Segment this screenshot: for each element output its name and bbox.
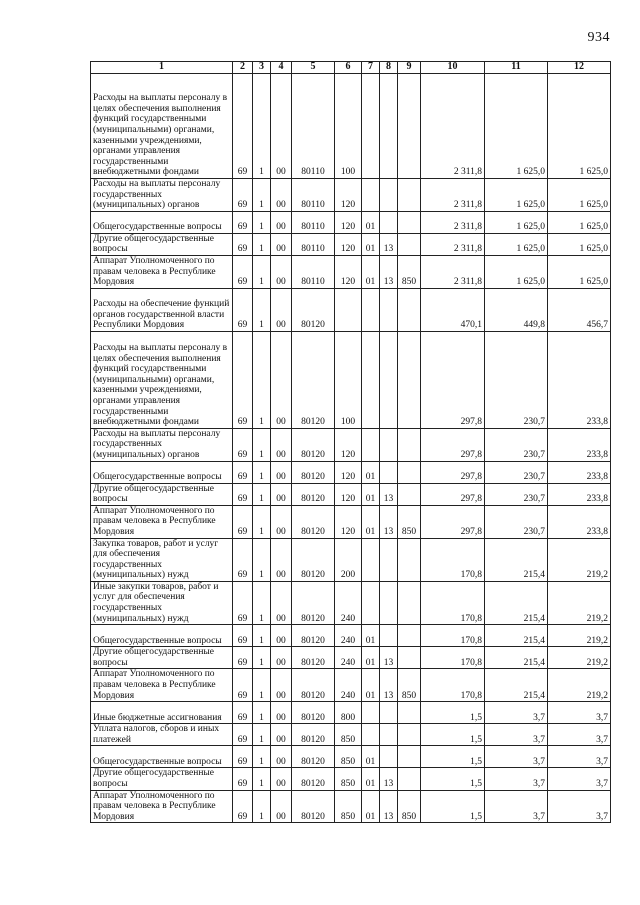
row-name-cell: Иные закупки товаров, работ и услуг для обеспечения государственных (муниципальных) нужд [91, 581, 233, 624]
amount-cell: 3,7 [548, 790, 611, 823]
amount-cell: 170,8 [421, 538, 485, 581]
department-code-cell [398, 538, 421, 581]
row-name-cell: Расходы на обеспечение функций органов государственной власти Республики Мордовия [91, 288, 233, 331]
column-header: 4 [271, 62, 292, 74]
row-name-cell: Расходы на выплаты персоналу в целях обеспечения выполнения функций государственными (муниципальными) органами, казенными учреждениями, органами управления государственными внебюджетными фондами [91, 331, 233, 428]
target-article-cell: 80120 [292, 331, 335, 428]
budget-table [90, 61, 611, 823]
table-row [91, 288, 611, 331]
department-code-cell [398, 233, 421, 255]
expense-type-cell: 850 [335, 746, 362, 768]
section-cell: 01 [362, 505, 380, 538]
department-code-cell [398, 461, 421, 483]
subprogram-code-cell: 00 [271, 581, 292, 624]
table-row [91, 233, 611, 255]
section-code-cell: 69 [233, 581, 253, 624]
section-code-cell: 69 [233, 647, 253, 669]
column-header: 10 [421, 62, 485, 74]
amount-cell: 215,4 [485, 625, 548, 647]
section-cell [362, 538, 380, 581]
subprogram-code-cell: 00 [271, 538, 292, 581]
amount-cell: 233,8 [548, 331, 611, 428]
section-code-cell: 69 [233, 255, 253, 288]
expense-type-cell: 120 [335, 179, 362, 212]
section-code-cell: 69 [233, 746, 253, 768]
table-row [91, 768, 611, 790]
program-code-cell: 1 [253, 288, 271, 331]
department-code-cell [398, 625, 421, 647]
section-cell: 01 [362, 211, 380, 233]
section-cell [362, 331, 380, 428]
amount-cell: 215,4 [485, 669, 548, 702]
table-header-row [91, 62, 611, 74]
section-cell: 01 [362, 255, 380, 288]
target-article-cell: 80120 [292, 647, 335, 669]
target-article-cell: 80110 [292, 233, 335, 255]
subprogram-code-cell: 00 [271, 746, 292, 768]
program-code-cell: 1 [253, 581, 271, 624]
program-code-cell: 1 [253, 724, 271, 746]
department-code-cell [398, 211, 421, 233]
department-code-cell [398, 428, 421, 461]
section-code-cell: 69 [233, 233, 253, 255]
section-cell: 01 [362, 483, 380, 505]
table-row [91, 790, 611, 823]
amount-cell: 219,2 [548, 647, 611, 669]
section-code-cell: 69 [233, 724, 253, 746]
subsection-cell [380, 461, 398, 483]
target-article-cell: 80120 [292, 538, 335, 581]
subprogram-code-cell: 00 [271, 724, 292, 746]
target-article-cell: 80120 [292, 669, 335, 702]
subprogram-code-cell: 00 [271, 790, 292, 823]
amount-cell: 215,4 [485, 581, 548, 624]
amount-cell: 230,7 [485, 461, 548, 483]
program-code-cell: 1 [253, 669, 271, 702]
subsection-cell: 13 [380, 233, 398, 255]
amount-cell: 297,8 [421, 505, 485, 538]
department-code-cell [398, 647, 421, 669]
subsection-cell [380, 74, 398, 179]
column-header: 9 [398, 62, 421, 74]
expense-type-cell: 850 [335, 768, 362, 790]
section-cell: 01 [362, 625, 380, 647]
table-row [91, 746, 611, 768]
section-code-cell: 69 [233, 211, 253, 233]
row-name-cell: Другие общегосударственные вопросы [91, 233, 233, 255]
program-code-cell: 1 [253, 538, 271, 581]
subsection-cell [380, 428, 398, 461]
section-cell: 01 [362, 669, 380, 702]
subsection-cell: 13 [380, 483, 398, 505]
subsection-cell [380, 211, 398, 233]
target-article-cell: 80110 [292, 179, 335, 212]
amount-cell: 233,8 [548, 461, 611, 483]
expense-type-cell: 850 [335, 724, 362, 746]
program-code-cell: 1 [253, 746, 271, 768]
department-code-cell: 850 [398, 669, 421, 702]
program-code-cell: 1 [253, 790, 271, 823]
amount-cell: 170,8 [421, 581, 485, 624]
subprogram-code-cell: 00 [271, 505, 292, 538]
section-code-cell: 69 [233, 669, 253, 702]
department-code-cell: 850 [398, 790, 421, 823]
expense-type-cell [335, 288, 362, 331]
amount-cell: 297,8 [421, 461, 485, 483]
row-name-cell: Расходы на выплаты персоналу государственных (муниципальных) органов [91, 428, 233, 461]
section-cell [362, 428, 380, 461]
amount-cell: 2 311,8 [421, 233, 485, 255]
table-row [91, 505, 611, 538]
row-name-cell: Аппарат Уполномоченного по правам человека в Республике Мордовия [91, 790, 233, 823]
section-cell: 01 [362, 746, 380, 768]
section-cell [362, 288, 380, 331]
expense-type-cell: 120 [335, 233, 362, 255]
amount-cell: 230,7 [485, 505, 548, 538]
target-article-cell: 80120 [292, 428, 335, 461]
row-name-cell: Расходы на выплаты персоналу государственных (муниципальных) органов [91, 179, 233, 212]
target-article-cell: 80120 [292, 724, 335, 746]
row-name-cell: Общегосударственные вопросы [91, 625, 233, 647]
expense-type-cell: 200 [335, 538, 362, 581]
department-code-cell [398, 331, 421, 428]
amount-cell: 2 311,8 [421, 179, 485, 212]
department-code-cell [398, 581, 421, 624]
column-header: 3 [253, 62, 271, 74]
section-cell: 01 [362, 790, 380, 823]
amount-cell: 1 625,0 [548, 233, 611, 255]
subsection-cell: 13 [380, 647, 398, 669]
column-header: 5 [292, 62, 335, 74]
amount-cell: 3,7 [548, 768, 611, 790]
row-name-cell: Другие общегосударственные вопросы [91, 483, 233, 505]
target-article-cell: 80120 [292, 790, 335, 823]
column-header: 6 [335, 62, 362, 74]
program-code-cell: 1 [253, 702, 271, 724]
expense-type-cell: 240 [335, 647, 362, 669]
expense-type-cell: 100 [335, 74, 362, 179]
expense-type-cell: 100 [335, 331, 362, 428]
subsection-cell: 13 [380, 669, 398, 702]
amount-cell: 233,8 [548, 483, 611, 505]
subsection-cell: 13 [380, 255, 398, 288]
table-row [91, 538, 611, 581]
table-row [91, 724, 611, 746]
table-row [91, 483, 611, 505]
department-code-cell [398, 724, 421, 746]
page-number: 934 [587, 30, 610, 45]
section-code-cell: 69 [233, 179, 253, 212]
subsection-cell [380, 746, 398, 768]
amount-cell: 1 625,0 [485, 179, 548, 212]
target-article-cell: 80110 [292, 74, 335, 179]
section-cell [362, 702, 380, 724]
row-name-cell: Аппарат Уполномоченного по правам человека в Республике Мордовия [91, 669, 233, 702]
table-row [91, 669, 611, 702]
amount-cell: 2 311,8 [421, 74, 485, 179]
amount-cell: 3,7 [485, 724, 548, 746]
subprogram-code-cell: 00 [271, 647, 292, 669]
amount-cell: 230,7 [485, 331, 548, 428]
column-header: 2 [233, 62, 253, 74]
amount-cell: 219,2 [548, 538, 611, 581]
program-code-cell: 1 [253, 179, 271, 212]
program-code-cell: 1 [253, 768, 271, 790]
expense-type-cell: 120 [335, 211, 362, 233]
section-cell: 01 [362, 647, 380, 669]
amount-cell: 470,1 [421, 288, 485, 331]
table-row [91, 581, 611, 624]
expense-type-cell: 120 [335, 255, 362, 288]
program-code-cell: 1 [253, 211, 271, 233]
subprogram-code-cell: 00 [271, 179, 292, 212]
amount-cell: 1 625,0 [485, 211, 548, 233]
amount-cell: 3,7 [485, 702, 548, 724]
program-code-cell: 1 [253, 505, 271, 538]
program-code-cell: 1 [253, 647, 271, 669]
section-code-cell: 69 [233, 483, 253, 505]
department-code-cell [398, 74, 421, 179]
section-code-cell: 69 [233, 461, 253, 483]
expense-type-cell: 240 [335, 581, 362, 624]
section-code-cell: 69 [233, 625, 253, 647]
target-article-cell: 80120 [292, 746, 335, 768]
row-name-cell: Иные бюджетные ассигнования [91, 702, 233, 724]
subsection-cell: 13 [380, 790, 398, 823]
section-code-cell: 69 [233, 538, 253, 581]
section-cell [362, 724, 380, 746]
amount-cell: 3,7 [548, 746, 611, 768]
amount-cell: 219,2 [548, 669, 611, 702]
amount-cell: 3,7 [548, 724, 611, 746]
row-name-cell: Закупка товаров, работ и услуг для обеспечения государственных (муниципальных) нужд [91, 538, 233, 581]
amount-cell: 230,7 [485, 483, 548, 505]
amount-cell: 1 625,0 [548, 179, 611, 212]
target-article-cell: 80120 [292, 702, 335, 724]
amount-cell: 219,2 [548, 581, 611, 624]
department-code-cell [398, 702, 421, 724]
program-code-cell: 1 [253, 255, 271, 288]
expense-type-cell: 240 [335, 669, 362, 702]
amount-cell: 1 625,0 [485, 74, 548, 179]
amount-cell: 3,7 [485, 768, 548, 790]
amount-cell: 1,5 [421, 768, 485, 790]
subsection-cell [380, 625, 398, 647]
column-header: 11 [485, 62, 548, 74]
table-row [91, 211, 611, 233]
row-name-cell: Другие общегосударственные вопросы [91, 647, 233, 669]
target-article-cell: 80110 [292, 255, 335, 288]
amount-cell: 230,7 [485, 428, 548, 461]
row-name-cell: Аппарат Уполномоченного по правам человека в Республике Мордовия [91, 505, 233, 538]
program-code-cell: 1 [253, 625, 271, 647]
table-row [91, 461, 611, 483]
column-header: 8 [380, 62, 398, 74]
target-article-cell: 80120 [292, 505, 335, 538]
amount-cell: 297,8 [421, 428, 485, 461]
table-row [91, 255, 611, 288]
table-row [91, 428, 611, 461]
amount-cell: 1 625,0 [485, 233, 548, 255]
amount-cell: 449,8 [485, 288, 548, 331]
amount-cell: 1 625,0 [548, 74, 611, 179]
program-code-cell: 1 [253, 461, 271, 483]
row-name-cell: Общегосударственные вопросы [91, 746, 233, 768]
subsection-cell: 13 [380, 768, 398, 790]
subprogram-code-cell: 00 [271, 483, 292, 505]
table-row [91, 647, 611, 669]
department-code-cell [398, 746, 421, 768]
amount-cell: 233,8 [548, 505, 611, 538]
amount-cell: 170,8 [421, 647, 485, 669]
subsection-cell [380, 331, 398, 428]
amount-cell: 2 311,8 [421, 211, 485, 233]
subsection-cell [380, 724, 398, 746]
expense-type-cell: 120 [335, 505, 362, 538]
subprogram-code-cell: 00 [271, 74, 292, 179]
amount-cell: 1 625,0 [548, 211, 611, 233]
section-cell [362, 74, 380, 179]
target-article-cell: 80120 [292, 768, 335, 790]
subsection-cell [380, 288, 398, 331]
subsection-cell [380, 538, 398, 581]
subprogram-code-cell: 00 [271, 625, 292, 647]
target-article-cell: 80120 [292, 288, 335, 331]
amount-cell: 3,7 [485, 790, 548, 823]
section-cell: 01 [362, 233, 380, 255]
section-code-cell: 69 [233, 428, 253, 461]
program-code-cell: 1 [253, 428, 271, 461]
department-code-cell [398, 288, 421, 331]
row-name-cell: Расходы на выплаты персоналу в целях обеспечения выполнения функций государственными (муниципальными) органами, казенными учреждениями, органами управления государственными внебюджетными фондами [91, 74, 233, 179]
expense-type-cell: 850 [335, 790, 362, 823]
section-cell [362, 581, 380, 624]
target-article-cell: 80120 [292, 581, 335, 624]
amount-cell: 2 311,8 [421, 255, 485, 288]
program-code-cell: 1 [253, 331, 271, 428]
section-code-cell: 69 [233, 74, 253, 179]
subprogram-code-cell: 00 [271, 428, 292, 461]
column-header: 1 [91, 62, 233, 74]
amount-cell: 3,7 [548, 702, 611, 724]
amount-cell: 1 625,0 [548, 255, 611, 288]
amount-cell: 1,5 [421, 790, 485, 823]
department-code-cell [398, 768, 421, 790]
section-cell: 01 [362, 768, 380, 790]
subprogram-code-cell: 00 [271, 233, 292, 255]
expense-type-cell: 240 [335, 625, 362, 647]
amount-cell: 1,5 [421, 724, 485, 746]
section-code-cell: 69 [233, 790, 253, 823]
amount-cell: 170,8 [421, 625, 485, 647]
subprogram-code-cell: 00 [271, 669, 292, 702]
subprogram-code-cell: 00 [271, 768, 292, 790]
target-article-cell: 80120 [292, 625, 335, 647]
row-name-cell: Уплата налогов, сборов и иных платежей [91, 724, 233, 746]
department-code-cell [398, 179, 421, 212]
expense-type-cell: 120 [335, 428, 362, 461]
target-article-cell: 80120 [292, 461, 335, 483]
section-cell: 01 [362, 461, 380, 483]
section-code-cell: 69 [233, 768, 253, 790]
program-code-cell: 1 [253, 233, 271, 255]
table-row [91, 625, 611, 647]
subprogram-code-cell: 00 [271, 288, 292, 331]
row-name-cell: Аппарат Уполномоченного по правам человека в Республике Мордовия [91, 255, 233, 288]
section-code-cell: 69 [233, 702, 253, 724]
department-code-cell [398, 483, 421, 505]
amount-cell: 297,8 [421, 483, 485, 505]
program-code-cell: 1 [253, 483, 271, 505]
amount-cell: 456,7 [548, 288, 611, 331]
target-article-cell: 80120 [292, 483, 335, 505]
expense-type-cell: 120 [335, 483, 362, 505]
amount-cell: 233,8 [548, 428, 611, 461]
table-row [91, 179, 611, 212]
amount-cell: 1 625,0 [485, 255, 548, 288]
section-code-cell: 69 [233, 331, 253, 428]
amount-cell: 170,8 [421, 669, 485, 702]
row-name-cell: Общегосударственные вопросы [91, 461, 233, 483]
table-row [91, 331, 611, 428]
subprogram-code-cell: 00 [271, 702, 292, 724]
department-code-cell: 850 [398, 505, 421, 538]
section-code-cell: 69 [233, 288, 253, 331]
subsection-cell [380, 581, 398, 624]
subprogram-code-cell: 00 [271, 461, 292, 483]
amount-cell: 3,7 [485, 746, 548, 768]
subprogram-code-cell: 00 [271, 211, 292, 233]
expense-type-cell: 800 [335, 702, 362, 724]
table-row [91, 702, 611, 724]
table-row [91, 74, 611, 179]
row-name-cell: Другие общегосударственные вопросы [91, 768, 233, 790]
expense-type-cell: 120 [335, 461, 362, 483]
amount-cell: 297,8 [421, 331, 485, 428]
row-name-cell: Общегосударственные вопросы [91, 211, 233, 233]
department-code-cell: 850 [398, 255, 421, 288]
section-cell [362, 179, 380, 212]
amount-cell: 215,4 [485, 647, 548, 669]
section-code-cell: 69 [233, 505, 253, 538]
amount-cell: 1,5 [421, 702, 485, 724]
column-header: 7 [362, 62, 380, 74]
subsection-cell [380, 702, 398, 724]
subsection-cell: 13 [380, 505, 398, 538]
amount-cell: 219,2 [548, 625, 611, 647]
subprogram-code-cell: 00 [271, 255, 292, 288]
subsection-cell [380, 179, 398, 212]
subprogram-code-cell: 00 [271, 331, 292, 428]
amount-cell: 1,5 [421, 746, 485, 768]
program-code-cell: 1 [253, 74, 271, 179]
amount-cell: 215,4 [485, 538, 548, 581]
column-header: 12 [548, 62, 611, 74]
table-body [91, 74, 611, 823]
target-article-cell: 80110 [292, 211, 335, 233]
